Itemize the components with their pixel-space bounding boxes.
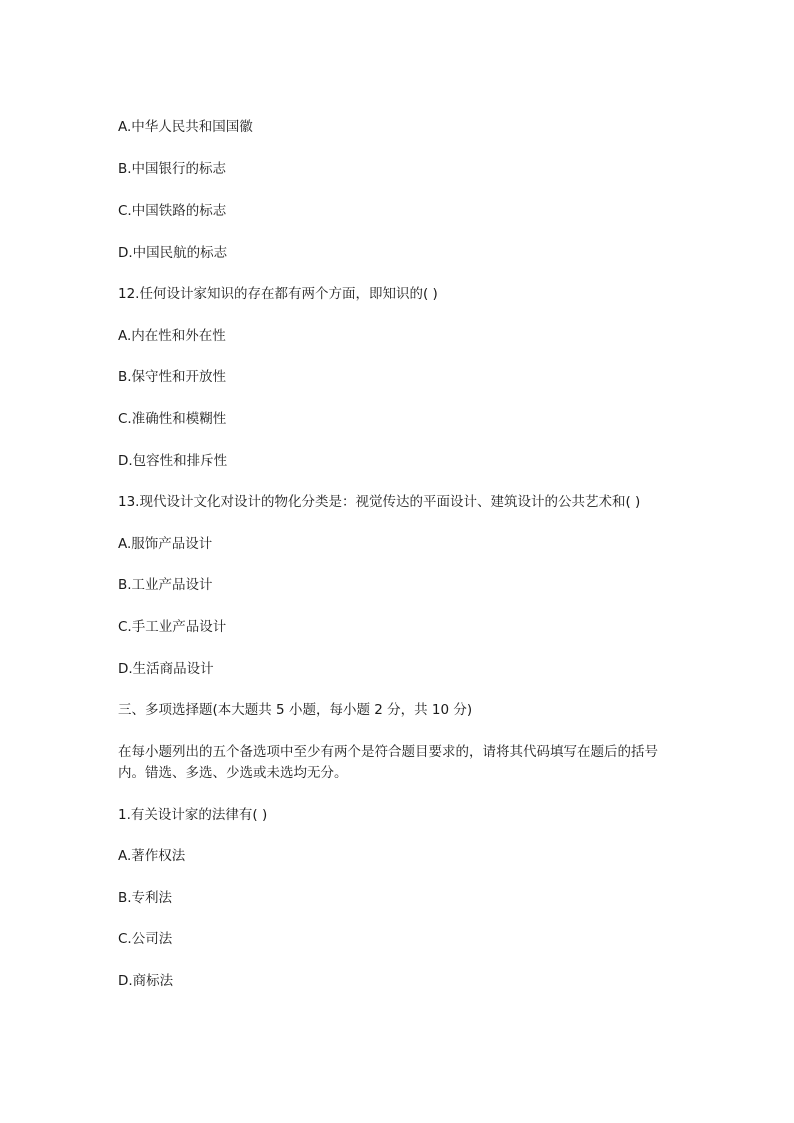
mq1-option-d: D.商标法 bbox=[118, 973, 174, 989]
q11-option-d: D.中国民航的标志 bbox=[118, 245, 228, 261]
q13-stem: 13.现代设计文化对设计的物化分类是：视觉传达的平面设计、建筑设计的公共艺术和( ) bbox=[118, 494, 641, 510]
q12-option-a: A.内在性和外在性 bbox=[118, 328, 226, 344]
q12-option-c: C.准确性和模糊性 bbox=[118, 411, 227, 427]
q11-option-a: A.中华人民共和国国徽 bbox=[118, 119, 253, 135]
mq1-option-a: A.著作权法 bbox=[118, 848, 186, 864]
mq1-option-b: B.专利法 bbox=[118, 890, 173, 906]
q12-option-b: B.保守性和开放性 bbox=[118, 369, 227, 385]
section3-heading: 三、多项选择题(本大题共 5 小题，每小题 2 分，共 10 分) bbox=[118, 702, 473, 718]
q13-option-c: C.手工业产品设计 bbox=[118, 619, 227, 635]
mq1-stem: 1.有关设计家的法律有( ) bbox=[118, 807, 268, 823]
q12-stem: 12.任何设计家知识的存在都有两个方面，即知识的( ) bbox=[118, 286, 438, 302]
section3-instruction: 在每小题列出的五个备选项中至少有两个是符合题目要求的，请将其代码填写在题后的括号内。错选、多选、少选或未选均无分。 bbox=[118, 744, 658, 781]
q13-option-b: B.工业产品设计 bbox=[118, 577, 213, 593]
mq1-option-c: C.公司法 bbox=[118, 931, 173, 947]
q12-option-d: D.包容性和排斥性 bbox=[118, 453, 228, 469]
q11-option-b: B.中国银行的标志 bbox=[118, 161, 227, 177]
q11-option-c: C.中国铁路的标志 bbox=[118, 203, 227, 219]
q13-option-d: D.生活商品设计 bbox=[118, 661, 214, 677]
q13-option-a: A.服饰产品设计 bbox=[118, 536, 213, 552]
